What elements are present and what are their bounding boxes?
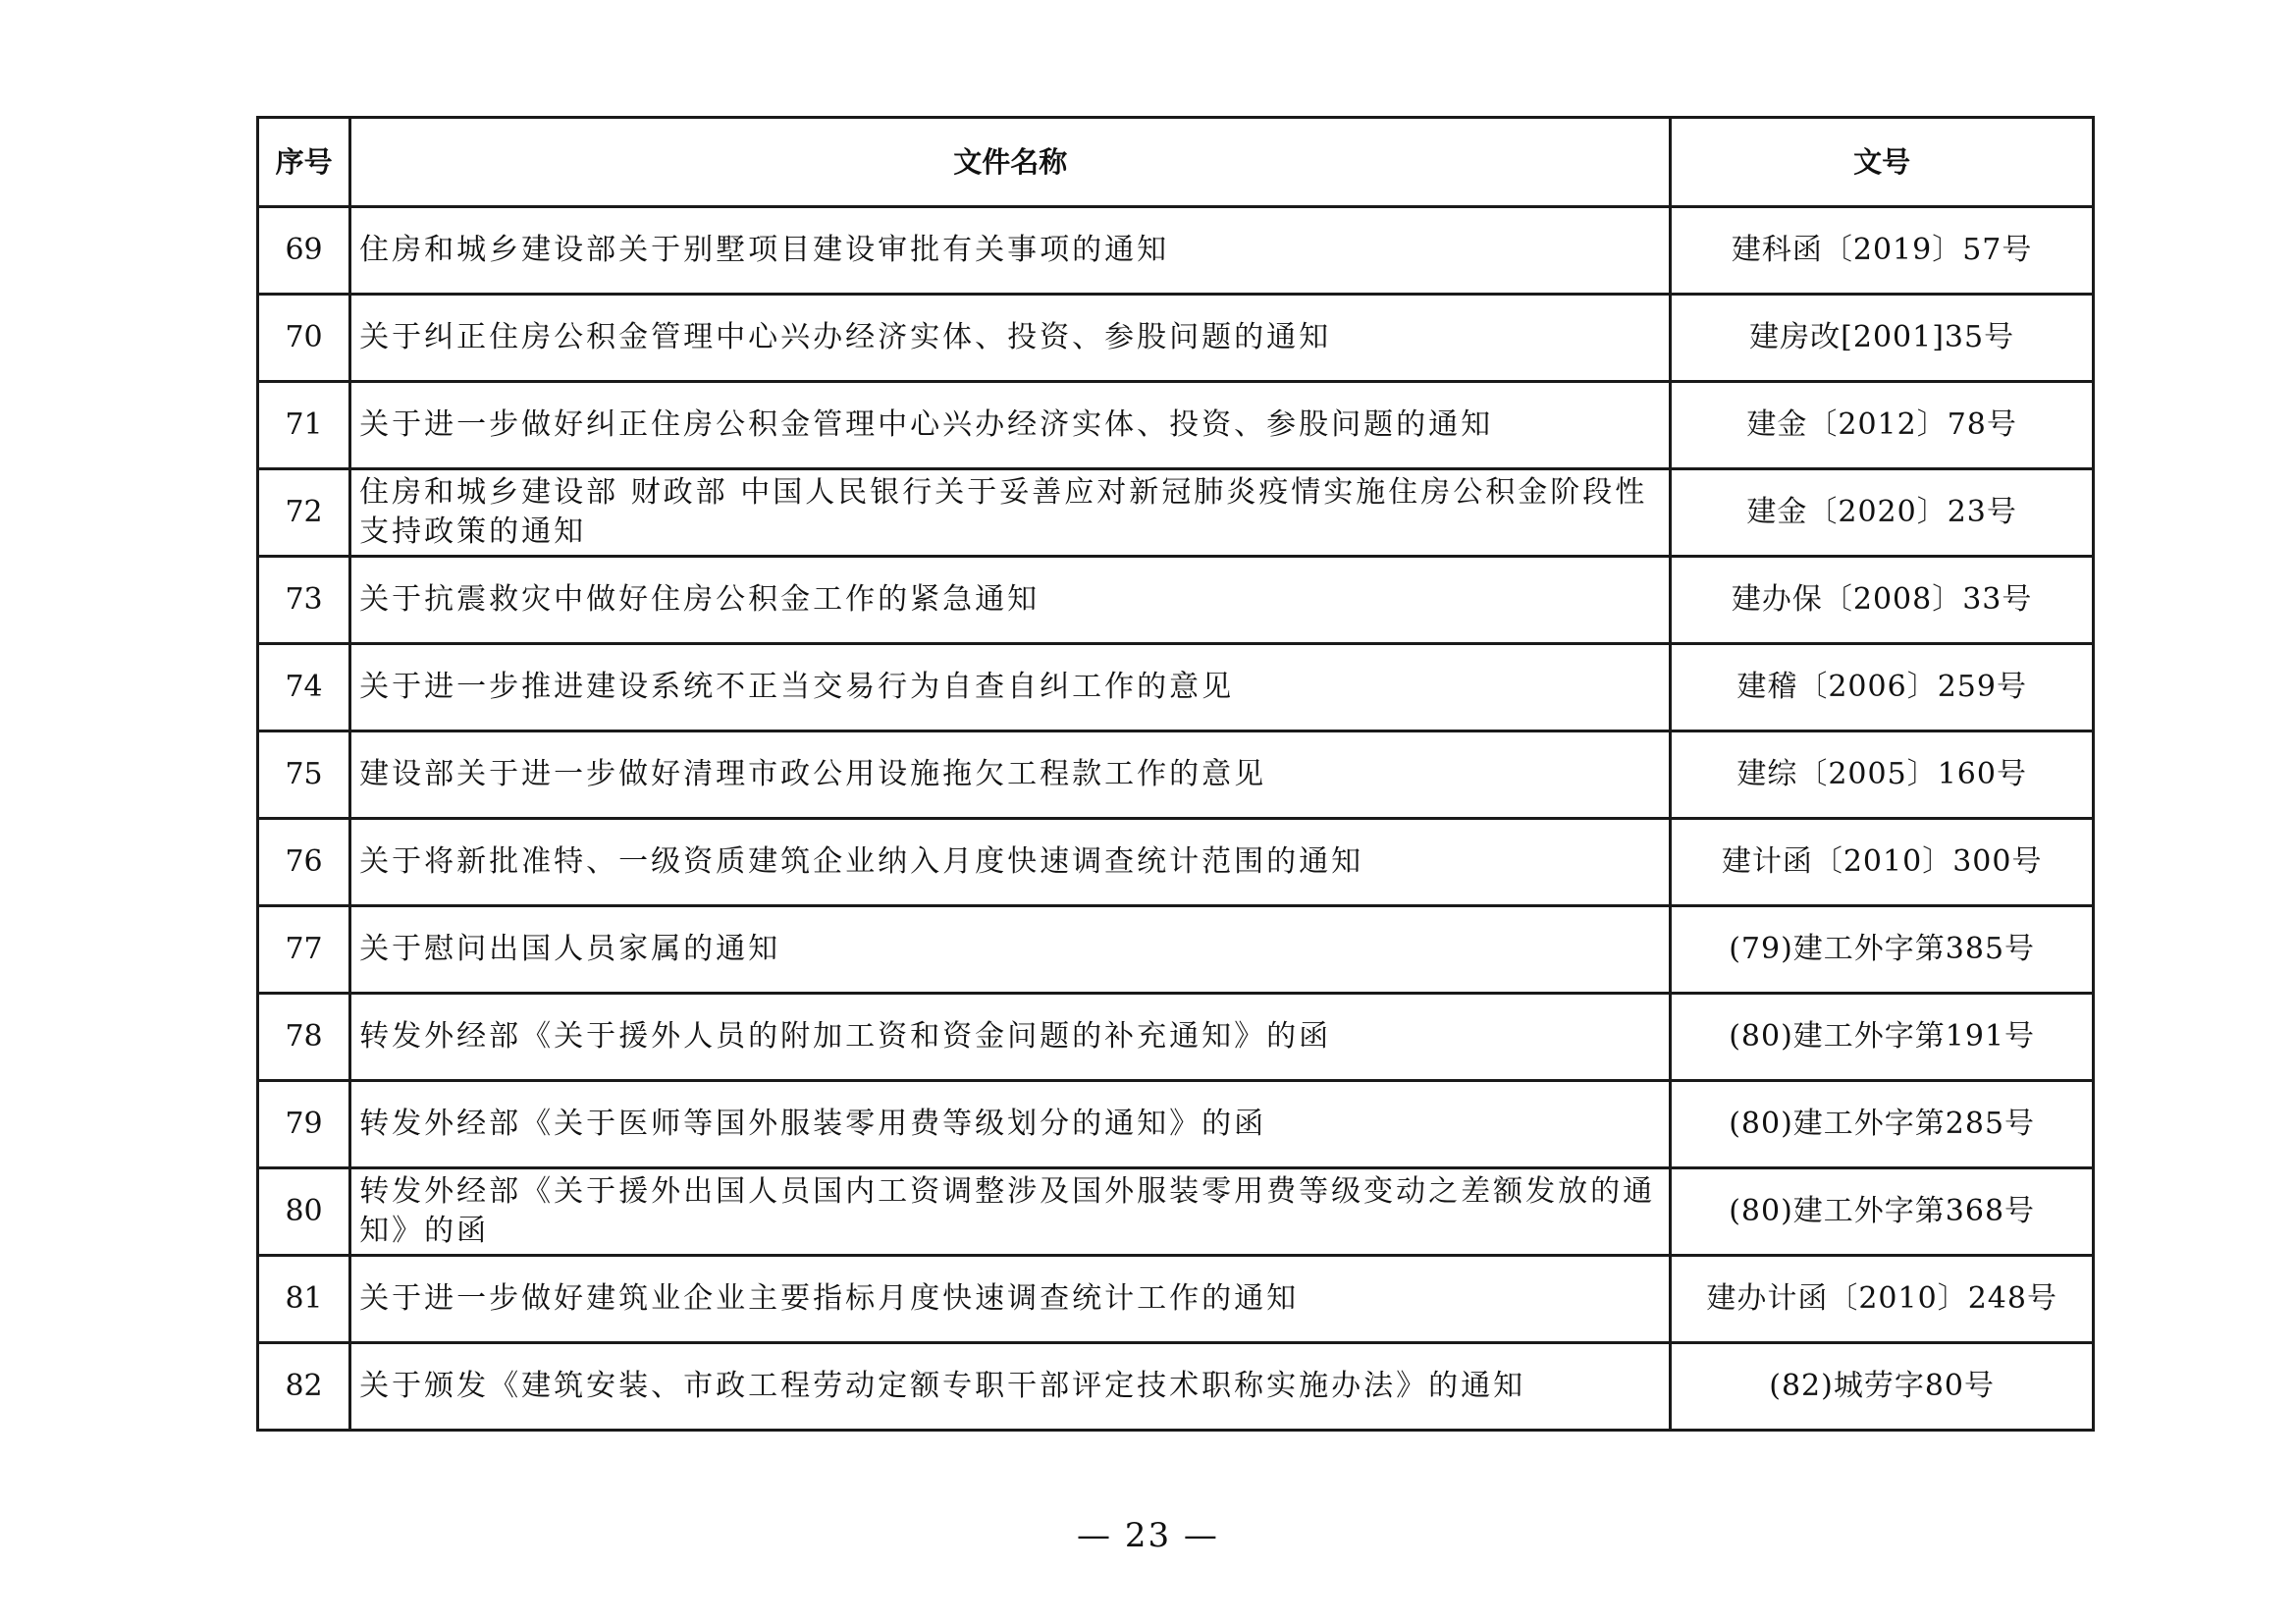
serial-number: 82 (258, 1343, 350, 1431)
document-number: 建办计函〔2010〕248号 (1671, 1256, 2094, 1343)
document-number: 建稽〔2006〕259号 (1671, 644, 2094, 731)
serial-number: 69 (258, 207, 350, 295)
table-row (258, 644, 2094, 731)
document-number: 建综〔2005〕160号 (1671, 731, 2094, 819)
serial-number: 81 (258, 1256, 350, 1343)
serial-number: 71 (258, 382, 350, 469)
table-row (258, 731, 2094, 819)
serial-number: 75 (258, 731, 350, 819)
document-name: 关于颁发《建筑安装、市政工程劳动定额专职干部评定技术职称实施办法》的通知 (350, 1343, 1671, 1431)
serial-number: 73 (258, 557, 350, 644)
document-number: 建房改[2001]35号 (1671, 295, 2094, 382)
table-row (258, 906, 2094, 994)
document-number: 建计函〔2010〕300号 (1671, 819, 2094, 906)
document-number: (79)建工外字第385号 (1671, 906, 2094, 994)
serial-number: 74 (258, 644, 350, 731)
document-number: (82)城劳字80号 (1671, 1343, 2094, 1431)
table-row (258, 1343, 2094, 1431)
header-document-number: 文号 (1671, 118, 2094, 207)
serial-number: 80 (258, 1168, 350, 1256)
page-number: — 23 — (1077, 1516, 1219, 1555)
document-number: 建科函〔2019〕57号 (1671, 207, 2094, 295)
table-row (258, 295, 2094, 382)
document-number: (80)建工外字第285号 (1671, 1081, 2094, 1168)
serial-number: 72 (258, 469, 350, 557)
document-name: 建设部关于进一步做好清理市政公用设施拖欠工程款工作的意见 (350, 731, 1671, 819)
document-name: 关于进一步推进建设系统不正当交易行为自查自纠工作的意见 (350, 644, 1671, 731)
serial-number: 79 (258, 1081, 350, 1168)
table-row (258, 994, 2094, 1081)
document-name: 关于进一步做好建筑业企业主要指标月度快速调查统计工作的通知 (350, 1256, 1671, 1343)
serial-number: 76 (258, 819, 350, 906)
document-name: 转发外经部《关于援外出国人员国内工资调整涉及国外服装零用费等级变动之差额发放的通知》的函 (350, 1168, 1671, 1256)
table-row (258, 1168, 2094, 1256)
document-name: 关于进一步做好纠正住房公积金管理中心兴办经济实体、投资、参股问题的通知 (350, 382, 1671, 469)
document-table (256, 116, 2095, 1432)
table-row (258, 469, 2094, 557)
document-number: (80)建工外字第191号 (1671, 994, 2094, 1081)
serial-number: 77 (258, 906, 350, 994)
document-number: 建金〔2020〕23号 (1671, 469, 2094, 557)
document-name: 住房和城乡建设部关于别墅项目建设审批有关事项的通知 (350, 207, 1671, 295)
document-name: 住房和城乡建设部 财政部 中国人民银行关于妥善应对新冠肺炎疫情实施住房公积金阶段性支持政策的通知 (350, 469, 1671, 557)
document-number: 建办保〔2008〕33号 (1671, 557, 2094, 644)
table-row (258, 207, 2094, 295)
document-name: 关于将新批准特、一级资质建筑企业纳入月度快速调查统计范围的通知 (350, 819, 1671, 906)
table-row (258, 819, 2094, 906)
document-name: 关于纠正住房公积金管理中心兴办经济实体、投资、参股问题的通知 (350, 295, 1671, 382)
document-name: 转发外经部《关于援外人员的附加工资和资金问题的补充通知》的函 (350, 994, 1671, 1081)
table-row (258, 1081, 2094, 1168)
table-row (258, 382, 2094, 469)
serial-number: 70 (258, 295, 350, 382)
document-name: 关于抗震救灾中做好住房公积金工作的紧急通知 (350, 557, 1671, 644)
document-number: (80)建工外字第368号 (1671, 1168, 2094, 1256)
table-header-row (258, 118, 2094, 207)
document-name: 转发外经部《关于医师等国外服装零用费等级划分的通知》的函 (350, 1081, 1671, 1168)
header-serial-number: 序号 (258, 118, 350, 207)
serial-number: 78 (258, 994, 350, 1081)
header-document-name: 文件名称 (350, 118, 1671, 207)
document-number: 建金〔2012〕78号 (1671, 382, 2094, 469)
table-row (258, 1256, 2094, 1343)
table-row (258, 557, 2094, 644)
document-name: 关于慰问出国人员家属的通知 (350, 906, 1671, 994)
